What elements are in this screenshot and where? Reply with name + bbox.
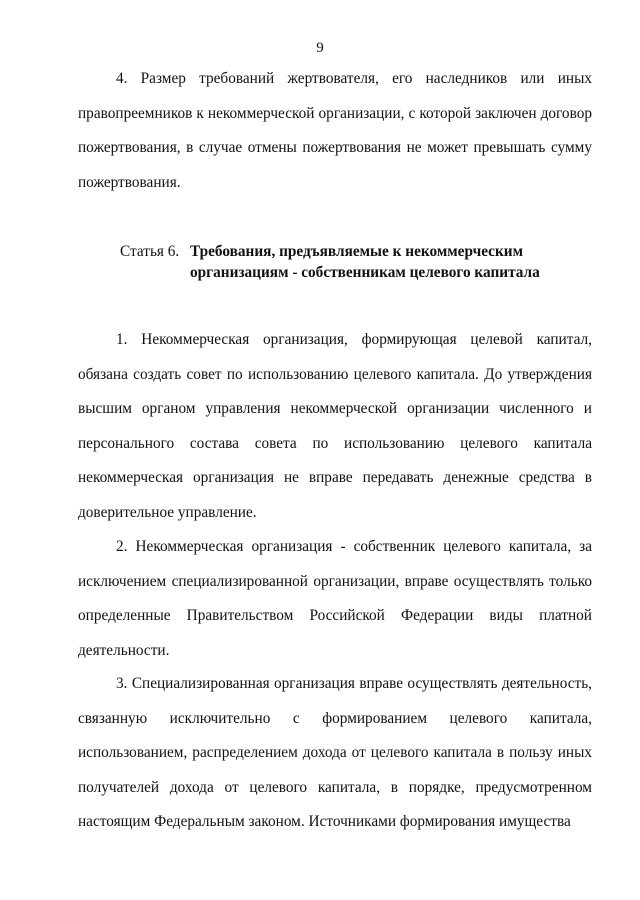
paragraph-text: 1. Некоммерческая организация, формирующая целевой капитал, обязана создать совет по использованию целевого капитала. До утверждения высшим органом управления некоммерческой организации численного и персонального состава совета по использованию целевого капитала некоммерческая организация не вправе передавать денежные средства в доверительное управление.: [78, 331, 592, 521]
paragraph-text: 4. Размер требований жертвователя, его наследников или иных правопреемников к некоммерческой организации, с которой заключен договор пожертвования, в случае отмены пожертвования не может превышать сумму пожертвования.: [78, 70, 592, 191]
paragraph-text: 3. Специализированная организация вправе осуществлять деятельность, связанную исключительно с формированием целевого капитала, использованием, распределением дохода от целевого капитала в пользу иных получателей дохода от целевого капитала, в порядке, предусмотренном настоящим Федеральным законом. Источниками формирования имущества: [78, 675, 592, 830]
article-heading: [120, 241, 580, 283]
paragraph-4: [78, 62, 592, 200]
article-number: Статья 6.: [120, 243, 180, 260]
paragraph-text: 2. Некоммерческая организация - собственник целевого капитала, за исключением специализированной организации, вправе осуществлять только определенные Правительством Российской Федерации виды платной деятельности.: [78, 538, 592, 659]
article-title: Требования, предъявляемые к некоммерческим организациям - собственникам целевого капитала: [190, 243, 540, 281]
article-paragraph-2: [78, 530, 592, 668]
page-number: 9: [316, 40, 324, 56]
article-paragraph-3: [78, 667, 592, 840]
article-paragraph-1: [78, 323, 592, 530]
